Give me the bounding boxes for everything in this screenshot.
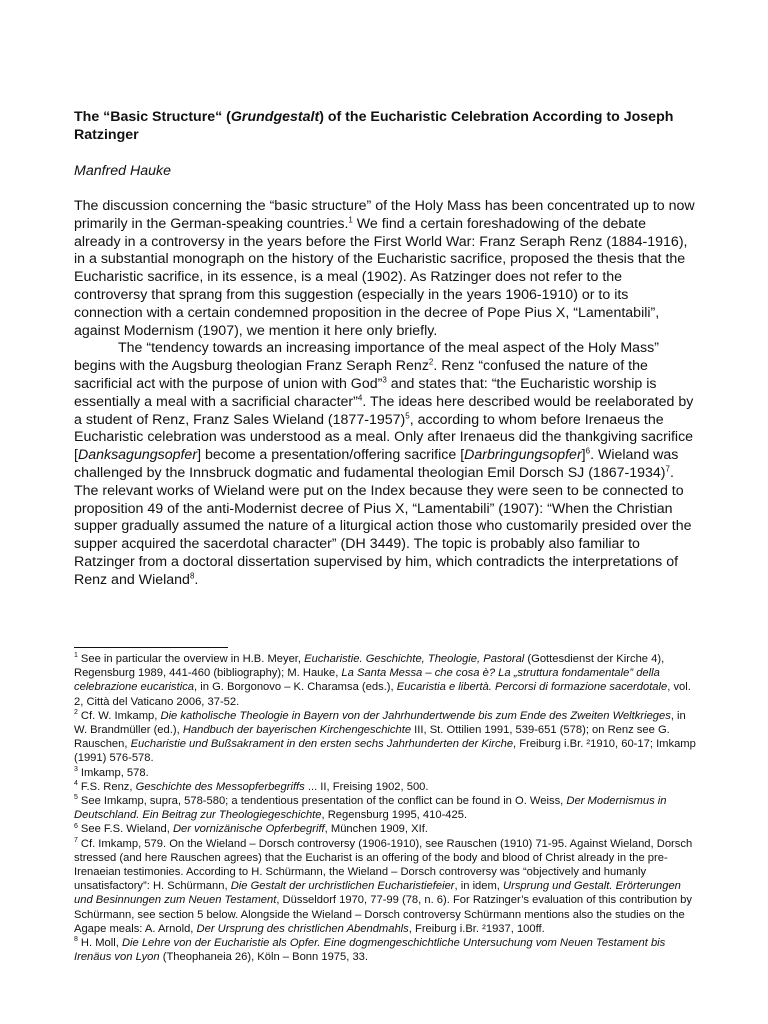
footnote-7: $^7$ Cf. Imkamp, 579. On the Wieland – Dorsch controversy (1906-1910), see Rauschen (1910) 71-95. Against Wieland, Dorsch stressed (and here Rauschen agrees) that the Eucharist is an offering of the body and blood of Christ already in the pre-Irenaeian testimonies. According to H. Schürmann, the Wieland – Dorsch controversy was “objectively and humanly unsatisfactory”: H. Schürmann, Die Gestalt der urchristlichen Eucharistiefeier, in idem, Ursprung und Gestalt. Erörterungen und Besinnungen zum Neuen Testament, Düsseldorf 1970, 77-99 (78, n. 6). For Ratzinger’s evaluation of this contribution by Schürmann, see section 5 below. Alongside the Wieland – Dorsch controversy Schürmann mentions also the studies on the Agape meals: A. Arnold, Der Ursprung des christlichen Abendmahls, Freiburg i.Br. ²1937, 100ff. bbox=[74, 836, 693, 935]
footnote-separator bbox=[74, 647, 228, 648]
title-text: The “Basic Structure“ ( bbox=[74, 109, 231, 125]
author-name: Manfred Hauke bbox=[74, 163, 171, 179]
footnote-ref[interactable]: 8 bbox=[189, 571, 195, 580]
footnote-8: $^8$ H. Moll, Die Lehre von der Eucharistie als Opfer. Eine dogmengeschichtliche Untersuchung vom Neuen Testament bis Irenäus von Lyon (Theophaneia 26), Köln – Bonn 1975, 33. bbox=[74, 936, 666, 964]
footnote-6: $^6$ See F.S. Wieland, Der vornizänische Opferbegriff, München 1909, XIf. bbox=[74, 822, 428, 836]
footnote-3: $^3$ Imkamp, 578. bbox=[74, 765, 149, 779]
footnote-ref[interactable]: 6 bbox=[585, 446, 591, 456]
article-title bbox=[74, 108, 694, 144]
footnote-ref[interactable]: 3 bbox=[382, 375, 387, 385]
footnote-ref[interactable]: 2 bbox=[428, 357, 434, 367]
title-italic-term: Grundgestalt bbox=[230, 109, 320, 125]
footnote-4: $^4$ F.S. Renz, Geschichte des Messopferbegriffs ... II, Freising 1902, 500. bbox=[74, 780, 429, 793]
footnotes bbox=[74, 652, 698, 964]
title-text-rest: ) of the Eucharistic Celebration According to Joseph Ratzinger bbox=[74, 109, 674, 143]
footnote-1: $^1$ See in particular the overview in H.B. Meyer, Eucharistie. Geschichte, Theologie, Pastoral (Gottesdienst der Kirche 4), Regensburg 1989, 441-460 (bibliography); M. Hauke, La Santa Messa – che cosa è? La „struttura fondamentale” della celebrazione eucaristica, in G. Borgonovo – K. Charamsa (eds.), Eucaristia e libertà. Percorsi di formazione sacerdotale, vol. 2, Città del Vaticano 2006, 37-52. bbox=[74, 652, 691, 708]
footnote-ref[interactable]: 5 bbox=[405, 410, 410, 420]
footnote-5: $^5$ See Imkamp, supra, 578-580; a tendentious presentation of the conflict can be found in O. Weiss, Der Modernismus in Deutschland. Ein Beitrag zur Theologiegeschichte, Regensburg 1995, 410-425. bbox=[74, 794, 667, 822]
footnote-2: $^2$ Cf. W. Imkamp, Die katholische Theologie in Bayern von der Jahrhundertwende bis zum Ende des Zweiten Weltkrieges, in W. Brandmüller (ed.), Handbuch der bayerischen Kirchengeschichte III, St. Ottilien 1991, 539-651 (578); on Renz see G. Rauschen, Eucharistie und Bußsakrament in den ersten sechs Jahrhunderten der Kirche, Freiburg i.Br. ²1910, 60-17; Imkamp (1991) 576-578. bbox=[74, 709, 696, 765]
paragraph-1: The discussion concerning the “basic structure” of the Holy Mass has been concentrated up to now primarily in the German-speaking countries.$^1$ We find a certain foreshadowing of the debate already in a controversy in the years before the First World War: Franz Seraph Renz (1884-1916), in a substantial monograph on the history of the Eucharistic sacrifice, proposed the thesis that the Eucharistic sacrifice, in its essence, is a meal (1902). As Ratzinger does not refer to the controversy that sprang from this suggestion (especially in the years 1906-1910) or to its connection with a certain condemned proposition in the decree of Pope Pius X, “Lamentabili”, against Modernism (1907), we mention it here only briefly. bbox=[74, 198, 695, 339]
footnote-ref[interactable]: 4 bbox=[357, 393, 363, 403]
body-text bbox=[74, 198, 696, 590]
paragraph-2: The “tendency towards an increasing importance of the meal aspect of the Holy Mass” begins with the Augsburg theologian Franz Seraph Renz$^2$. Renz “confused the nature of the sacrificial act with the purpose of union with God”$^3$ and states that: “the Eucharistic worship is essentially a meal with a sacrificial character”$^4$. The ideas here described would be reelaborated by a student of Renz, Franz Sales Wieland (1877-1957)$^5$, according to whom before Irenaeus the Eucharistic celebration was understood as a meal. Only after Irenaeus did the thankgiving sacrifice [Danksagungsopfer] become a presentation/offering sacrifice [Darbringungsopfer]$^6$. Wieland was challenged by the Innsbruck dogmatic and fudamental theologian Emil Dorsch SJ (1867-1934)$^7$. The relevant works of Wieland were put on the Index because they were seen to be connected to proposition 49 of the anti-Modernist decree of Pius X, “Lamentabili” (1907): “When the Christian supper gradually assumed the nature of a liturgical action those who customarily presided over the supper acquired the sacerdotal character” (DH 3449). The topic is probably also familiar to Ratzinger from a doctoral dissertation supervised by him, which contradicts the interpretations of Renz and Wieland$^8$. bbox=[74, 340, 694, 588]
footnote-ref[interactable]: 1 bbox=[348, 215, 353, 225]
footnote-ref[interactable]: 7 bbox=[665, 464, 670, 474]
